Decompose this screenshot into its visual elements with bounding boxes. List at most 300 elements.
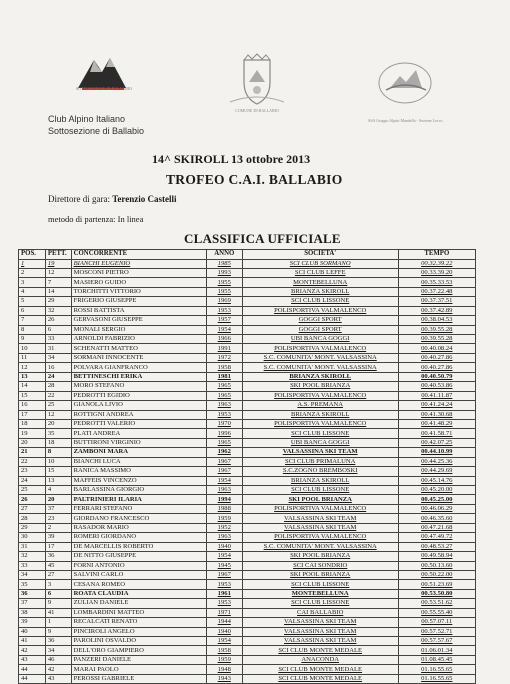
table-row [19, 627, 476, 636]
cell-team: POLISPORTIVA VALMALENCO [242, 391, 398, 400]
cell-competitor: MORO STEFANO [71, 382, 206, 391]
cell-bib: 20 [45, 419, 71, 428]
cell-time: 00.38.04.53 [398, 316, 475, 325]
header-pos: POS. [19, 250, 46, 260]
cell-year: 1971 [206, 608, 242, 617]
table-row [19, 599, 476, 608]
cell-time: 01.06.01.34 [398, 646, 475, 655]
cell-time: 00.45.25.00 [398, 495, 475, 504]
cell-pos: 3 [19, 278, 46, 287]
cell-time: 00.53.50.80 [398, 589, 475, 598]
cell-pos: 8 [19, 325, 46, 334]
cell-pos: 38 [19, 608, 46, 617]
cell-time: 01.16.55.65 [398, 674, 475, 683]
cell-team: SCI CLUB MONTE MEDALE [242, 646, 398, 655]
table-row [19, 419, 476, 428]
cell-year: 1940 [206, 542, 242, 551]
cell-team: POLISPORTIVA VALMALENCO [242, 504, 398, 513]
cell-bib: 26 [45, 316, 71, 325]
cell-year: 1993 [206, 268, 242, 277]
cell-year: 1954 [206, 637, 242, 646]
cell-bib: 33 [45, 335, 71, 344]
cell-time: 00.49.58.94 [398, 552, 475, 561]
cell-team: VALSASSINA SKI TEAM [242, 448, 398, 457]
table-row [19, 278, 476, 287]
cell-time: 00.37.42.89 [398, 306, 475, 315]
cell-time: 00.41.58.71 [398, 429, 475, 438]
cell-team: BRIANZA SKIROLL [242, 287, 398, 296]
cell-time: 00.41.11.87 [398, 391, 475, 400]
cell-year: 1996 [206, 429, 242, 438]
cell-pos: 41 [19, 637, 46, 646]
cell-bib: 34 [45, 646, 71, 655]
cell-team: MONTEBELLUNA [242, 278, 398, 287]
cell-competitor: SORMANI INNOCENTE [71, 353, 206, 362]
cell-bib: 34 [45, 353, 71, 362]
table-row [19, 570, 476, 579]
cell-competitor: BUTTIRONI VIRGINIO [71, 438, 206, 447]
cell-competitor: DE NITTO GIUSEPPE [71, 552, 206, 561]
cell-team: VALSASSINA SKI TEAM [242, 627, 398, 636]
cell-competitor: BIANCHI EUGENIO [71, 259, 206, 268]
cell-bib: 2 [45, 523, 71, 532]
cell-competitor: CESANA ROMEO [71, 580, 206, 589]
cell-year: 1985 [206, 259, 242, 268]
cell-time: 00.40.53.86 [398, 382, 475, 391]
cell-time: 00.57.52.71 [398, 627, 475, 636]
cell-bib: 6 [45, 589, 71, 598]
cell-pos: 42 [19, 646, 46, 655]
cell-team: ANACONDA [242, 655, 398, 664]
cell-bib: 41 [45, 608, 71, 617]
cell-bib: 23 [45, 514, 71, 523]
cell-time: 00.47.21.68 [398, 523, 475, 532]
cell-year: 1963 [206, 533, 242, 542]
table-row [19, 467, 476, 476]
table-row [19, 401, 476, 410]
table-row [19, 637, 476, 646]
cell-team: A.S. PREMANA [242, 401, 398, 410]
comune-crest-logo [222, 52, 292, 107]
cell-team: S.C. COMUNITA' MONT. VALSASSINA [242, 363, 398, 372]
table-row [19, 391, 476, 400]
director-label: Direttore di gara: [48, 194, 113, 204]
cell-competitor: MAFFEIS VINCENZO [71, 476, 206, 485]
cell-team: SCI CLUB LISSONE [242, 429, 398, 438]
cell-year: 1953 [206, 410, 242, 419]
table-row [19, 438, 476, 447]
cell-time: 00.44.29.69 [398, 467, 475, 476]
cell-pos: 22 [19, 457, 46, 466]
cell-year: 1957 [206, 316, 242, 325]
cell-time: 01.16.55.65 [398, 665, 475, 674]
table-row [19, 353, 476, 362]
asa-logo [360, 58, 450, 108]
cell-pos: 37 [19, 599, 46, 608]
cell-competitor: LOMBARDINI MATTEO [71, 608, 206, 617]
table-row [19, 514, 476, 523]
cell-team: SKI POOL BRIANZA [242, 495, 398, 504]
cell-competitor: ROATA CLAUDIA [71, 589, 206, 598]
cell-competitor: PLATI ANDREA [71, 429, 206, 438]
cell-competitor: PEDROTTI EGIDIO [71, 391, 206, 400]
cell-team: UBI BANCA GOGGI [242, 335, 398, 344]
cell-year: 1953 [206, 599, 242, 608]
cell-bib: 42 [45, 665, 71, 674]
cell-time: 00.57.07.11 [398, 618, 475, 627]
cell-team: SCI CLUB LISSONE [242, 486, 398, 495]
cell-competitor: GIANOLA LIVIO [71, 401, 206, 410]
cell-bib: 4 [45, 486, 71, 495]
cell-team: GOGGI SPORT [242, 325, 398, 334]
cell-pos: 20 [19, 438, 46, 447]
cell-pos: 44 [19, 674, 46, 683]
cell-pos: 2 [19, 268, 46, 277]
cell-pos: 28 [19, 514, 46, 523]
cell-team: VALSASSINA SKI TEAM [242, 618, 398, 627]
table-header-row [19, 250, 476, 260]
cell-year: 1967 [206, 457, 242, 466]
classification-title: CLASSIFICA UFFICIALE [184, 231, 341, 246]
cell-bib: 7 [45, 278, 71, 287]
cell-competitor: DELL'ORO GIAMPIERO [71, 646, 206, 655]
cell-pos: 16 [19, 401, 46, 410]
cell-competitor: TORCHITTI VITTORIO [71, 287, 206, 296]
cell-year: 1952 [206, 523, 242, 532]
cell-pos: 30 [19, 533, 46, 542]
table-row [19, 523, 476, 532]
table-row [19, 259, 476, 268]
cell-year: 1958 [206, 363, 242, 372]
cell-year: 1954 [206, 552, 242, 561]
cell-bib: 17 [45, 542, 71, 551]
cell-competitor: PINCIROLI ANGELO [71, 627, 206, 636]
cell-time: 00.37.37.51 [398, 297, 475, 306]
cell-year: 1969 [206, 297, 242, 306]
cell-pos: 32 [19, 552, 46, 561]
cell-pos: 27 [19, 504, 46, 513]
cell-team: SCI CAI SONDRIO [242, 561, 398, 570]
cell-competitor: ROTTIGNI ANDREA [71, 410, 206, 419]
cell-pos: 13 [19, 372, 46, 381]
club-line2: Sottosezione di Ballabio [48, 126, 145, 136]
cell-pos: 35 [19, 580, 46, 589]
table-row [19, 655, 476, 664]
cell-pos: 5 [19, 297, 46, 306]
cell-team: S.C.ZOGNO BREMBOSKI [242, 467, 398, 476]
cell-competitor: PAROLINI OSVALDO [71, 637, 206, 646]
cell-pos: 12 [19, 363, 46, 372]
cell-time: 00.33.39.20 [398, 268, 475, 277]
table-row [19, 382, 476, 391]
cell-time: 00.42.07.25 [398, 438, 475, 447]
cell-bib: 10 [45, 457, 71, 466]
table-row [19, 533, 476, 542]
cell-pos: 11 [19, 353, 46, 362]
cell-time: 00.47.49.72 [398, 533, 475, 542]
cell-team: SKI POOL BRIANZA [242, 382, 398, 391]
table-row [19, 344, 476, 353]
table-row [19, 457, 476, 466]
table-row [19, 335, 476, 344]
club-line1: Club Alpino Italiano [48, 114, 126, 124]
cell-year: 1965 [206, 438, 242, 447]
cell-year: 1940 [206, 627, 242, 636]
cell-year: 1963 [206, 486, 242, 495]
cell-bib: 6 [45, 325, 71, 334]
cell-bib: 12 [45, 268, 71, 277]
cell-team: BRIANZA SKIROLL [242, 372, 398, 381]
table-row [19, 646, 476, 655]
cell-bib: 9 [45, 599, 71, 608]
cell-competitor: POLVARA GIANFRANCO [71, 363, 206, 372]
header-year: ANNO [206, 250, 242, 260]
event-trophy: TROFEO C.A.I. BALLABIO [166, 172, 343, 187]
cell-time: 00.50.13.60 [398, 561, 475, 570]
cell-pos: 4 [19, 287, 46, 296]
cell-competitor: FERRARI STEFANO [71, 504, 206, 513]
cell-year: 1948 [206, 665, 242, 674]
cell-year: 1967 [206, 570, 242, 579]
table-row [19, 448, 476, 457]
cell-time: 00.53.51.62 [398, 599, 475, 608]
table-row [19, 268, 476, 277]
cell-year: 1963 [206, 401, 242, 410]
cell-team: POLISPORTIVA VALMALENCO [242, 533, 398, 542]
cell-time: 00.50.22.00 [398, 570, 475, 579]
cell-competitor: ARNOLDI FABRIZIO [71, 335, 206, 344]
cell-year: 1954 [206, 325, 242, 334]
cell-bib: 31 [45, 344, 71, 353]
logo-right-caption: ASA Gruppo Alpini Mandello - Sezione Lecco [367, 118, 443, 123]
cell-time: 00.39.55.28 [398, 325, 475, 334]
cell-pos: 17 [19, 410, 46, 419]
cell-bib: 22 [45, 391, 71, 400]
table-row [19, 618, 476, 627]
table-row [19, 287, 476, 296]
cell-team: SCI CLUB MONTE MEDALE [242, 674, 398, 683]
cell-team: SCI CLUB LISSONE [242, 599, 398, 608]
table-row [19, 476, 476, 485]
cell-year: 1991 [206, 344, 242, 353]
cell-competitor: MONALI SERGIO [71, 325, 206, 334]
cell-competitor: RASADOR MARIO [71, 523, 206, 532]
cell-pos: 6 [19, 306, 46, 315]
cell-team: SKI POOL BRIANZA [242, 570, 398, 579]
cell-team: VALSASSINA SKI TEAM [242, 523, 398, 532]
table-row [19, 325, 476, 334]
cell-year: 1967 [206, 467, 242, 476]
race-director [48, 194, 176, 204]
cell-team: SCI CLUB LISSONE [242, 580, 398, 589]
start-method: metodo di partenza: In linea [48, 214, 144, 224]
cell-pos: 7 [19, 316, 46, 325]
cell-competitor: PALTRINIERI ILARIA [71, 495, 206, 504]
cell-bib: 37 [45, 504, 71, 513]
cell-competitor: FORNI ANTONIO [71, 561, 206, 570]
cell-time: 00.48.53.27 [398, 542, 475, 551]
cell-bib: 19 [45, 259, 71, 268]
cell-time: 00.41.48.29 [398, 419, 475, 428]
cell-bib: 18 [45, 438, 71, 447]
cell-bib: 28 [45, 382, 71, 391]
header-competitor: CONCORRENTE [71, 250, 206, 260]
cell-competitor: SCHENATTI MATTEO [71, 344, 206, 353]
cell-time: 00.46.06.29 [398, 504, 475, 513]
cell-year: 1953 [206, 306, 242, 315]
table-row [19, 429, 476, 438]
cell-competitor: ZULIAN DANIELE [71, 599, 206, 608]
cell-competitor: MOSCONI PIETRO [71, 268, 206, 277]
cell-bib: 39 [45, 533, 71, 542]
cell-year: 1944 [206, 618, 242, 627]
event-title: 14^ SKIROLL 13 ottobre 2013 [152, 152, 311, 166]
cell-team: BRIANZA SKIROLL [242, 476, 398, 485]
cell-team: SCI CLUB MONTE MEDALE [242, 665, 398, 674]
table-row [19, 297, 476, 306]
table-row [19, 486, 476, 495]
table-row [19, 372, 476, 381]
header-time: TEMPO [398, 250, 475, 260]
cell-bib: 1 [45, 618, 71, 627]
table-row [19, 589, 476, 598]
cell-competitor: RANICA MASSIMO [71, 467, 206, 476]
cell-time: 00.57.57.67 [398, 637, 475, 646]
cell-competitor: MASIERO GUIDO [71, 278, 206, 287]
cell-team: POLISPORTIVA VALMALENCO [242, 306, 398, 315]
cell-year: 1959 [206, 655, 242, 664]
cell-time: 00.37.22.48 [398, 287, 475, 296]
cell-time: 00.40.27.86 [398, 353, 475, 362]
cell-team: SCI CLUB LISSONE [242, 297, 398, 306]
cell-competitor: RECALCATI RENATO [71, 618, 206, 627]
cell-bib: 3 [45, 580, 71, 589]
cell-year: 1958 [206, 646, 242, 655]
cell-team: BRIANZA SKIROLL [242, 410, 398, 419]
cell-time: 00.41.24.24 [398, 401, 475, 410]
cell-competitor: MARAI PAOLO [71, 665, 206, 674]
cell-year: 1943 [206, 674, 242, 683]
cell-team: SCI CLUB LEFFE [242, 268, 398, 277]
cell-competitor: ROSSI BATTISTA [71, 306, 206, 315]
cell-pos: 1 [19, 259, 46, 268]
cell-team: SCI CLUB PRIMALUNA [242, 457, 398, 466]
logo-left-caption: SOTTOSEZIONE DI BALLABIO [76, 86, 132, 91]
cell-bib: 14 [45, 287, 71, 296]
cell-pos: 9 [19, 335, 46, 344]
cell-competitor: PANZERI DANIELE [71, 655, 206, 664]
cell-time: 00.40.08.24 [398, 344, 475, 353]
club-name [48, 113, 144, 137]
cell-year: 1954 [206, 476, 242, 485]
cell-pos: 34 [19, 570, 46, 579]
cell-pos: 43 [19, 655, 46, 664]
cell-pos: 26 [19, 495, 46, 504]
cell-competitor: GIORDANO FRANCESCO [71, 514, 206, 523]
cell-time: 00.40.27.86 [398, 363, 475, 372]
cell-year: 1994 [206, 495, 242, 504]
cell-pos: 23 [19, 467, 46, 476]
cell-pos: 29 [19, 523, 46, 532]
table-row [19, 674, 476, 683]
cell-bib: 32 [45, 306, 71, 315]
cell-team: S.C. COMUNITA' MONT. VALSASSINA [242, 353, 398, 362]
cell-year: 1962 [206, 448, 242, 457]
cell-year: 1965 [206, 382, 242, 391]
cell-year: 1955 [206, 287, 242, 296]
table-row [19, 665, 476, 674]
cell-team: VALSASSINA SKI TEAM [242, 637, 398, 646]
cell-time: 00.39.55.28 [398, 335, 475, 344]
header-pett: PETT. [45, 250, 71, 260]
cell-year: 1965 [206, 391, 242, 400]
cell-competitor: FRIGERIO GIUSEPPE [71, 297, 206, 306]
cell-team: VALSASSINA SKI TEAM [242, 514, 398, 523]
cell-year: 1970 [206, 419, 242, 428]
cell-bib: 13 [45, 476, 71, 485]
cell-pos: 44 [19, 665, 46, 674]
cell-time: 00.32.39.22 [398, 259, 475, 268]
cell-pos: 39 [19, 618, 46, 627]
cell-year: 1981 [206, 372, 242, 381]
cell-bib: 36 [45, 637, 71, 646]
cell-time: 00.45.20.00 [398, 486, 475, 495]
cell-time: 00.44.25.36 [398, 457, 475, 466]
cell-bib: 12 [45, 410, 71, 419]
cell-year: 1959 [206, 514, 242, 523]
cell-bib: 45 [45, 561, 71, 570]
cell-competitor: BARLASSINA GIORGIO [71, 486, 206, 495]
cell-time: 00.45.14.76 [398, 476, 475, 485]
cell-team: SKI POOL BRIANZA [242, 552, 398, 561]
cell-time: 00.46.35.60 [398, 514, 475, 523]
cell-competitor: GERVASONI GIUSEPPE [71, 316, 206, 325]
cell-bib: 9 [45, 627, 71, 636]
cell-pos: 36 [19, 589, 46, 598]
cell-competitor: BETTINESCHI ERIKA [71, 372, 206, 381]
cell-team: S.C. COMUNITA' MONT. VALSASSINA [242, 542, 398, 551]
cell-pos: 31 [19, 542, 46, 551]
results-body [19, 259, 476, 684]
logo-mid-caption: COMUNE DI BALLABIO [235, 108, 279, 113]
cell-time: 01.08.45.45 [398, 655, 475, 664]
table-row [19, 306, 476, 315]
cell-time: 00.51.23.69 [398, 580, 475, 589]
table-row [19, 542, 476, 551]
cell-pos: 21 [19, 448, 46, 457]
cell-team: CAI BALLABIO [242, 608, 398, 617]
cell-bib: 8 [45, 448, 71, 457]
cell-competitor: DE MARCELLIS ROBERTO [71, 542, 206, 551]
cell-team: POLISPORTIVA VALMALENCO [242, 344, 398, 353]
table-row [19, 580, 476, 589]
cell-bib: 20 [45, 495, 71, 504]
table-row [19, 561, 476, 570]
table-row [19, 363, 476, 372]
table-row [19, 608, 476, 617]
cell-pos: 40 [19, 627, 46, 636]
cell-competitor: ROMERI GIORDANO [71, 533, 206, 542]
cell-team: MONTEBELLUNA [242, 589, 398, 598]
cell-pos: 24 [19, 476, 46, 485]
cell-competitor: BIANCHI LUCA [71, 457, 206, 466]
cell-pos: 18 [19, 419, 46, 428]
cell-team: POLISPORTIVA VALMALENCO [242, 419, 398, 428]
cell-pos: 14 [19, 382, 46, 391]
table-row [19, 316, 476, 325]
cell-pos: 15 [19, 391, 46, 400]
cell-year: 1945 [206, 561, 242, 570]
